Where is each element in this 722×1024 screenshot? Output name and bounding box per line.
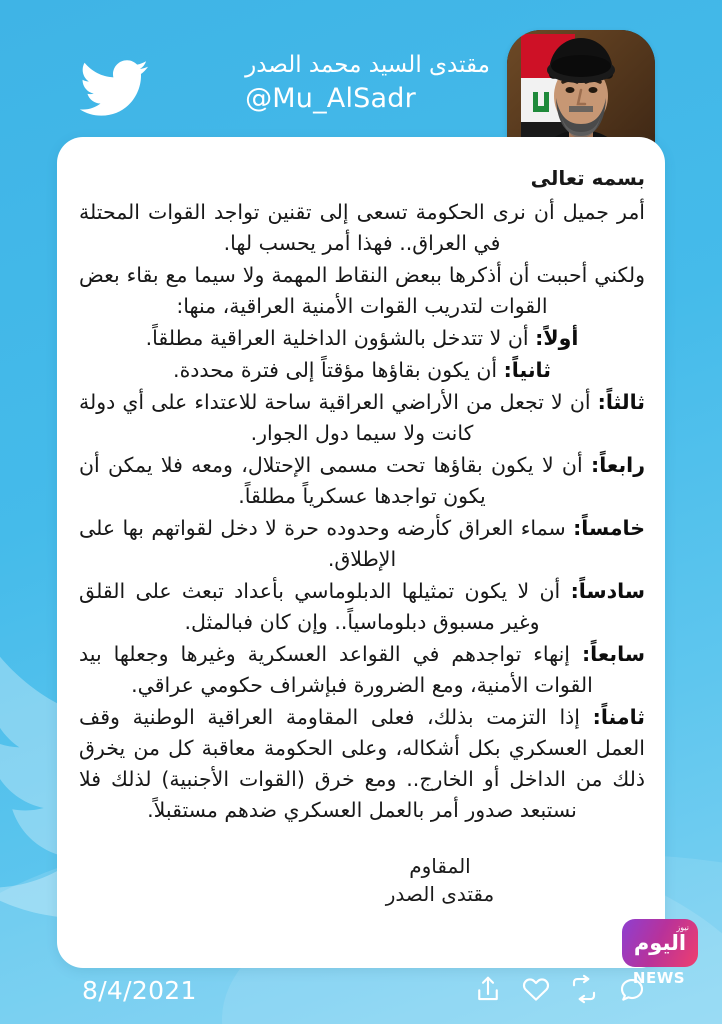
point-text: إذا التزمت بذلك، فعلى المقاومة العراقية الوطنية وقف العمل العسكري بكل أشكاله، وعلى الحكومة معاقبة كل من يخرق ذلك من الداخل أو الخارج.. ومع خرق (القوات الأجنبية) لذلك فلا نستبعد صدور أمر بالعمل العسكري ضدهم مستقبلاً. bbox=[79, 705, 645, 822]
news-logo-latin: NEWS bbox=[632, 969, 686, 987]
point-text: سماء العراق كأرضه وحدوده حرة لا دخل لقواتهم بها على الإطلاق. bbox=[79, 516, 574, 571]
point-ordinal: خامساً: bbox=[573, 516, 645, 540]
account-info bbox=[245, 52, 490, 115]
tweet-paragraph: ولكني أحببت أن أذكرها ببعض النقاط المهمة ولا سيما مع بقاء بعض القوات لتدريب القوات الأمنية العراقية، منها: bbox=[79, 263, 645, 318]
news-logo-arabic: اليوم bbox=[633, 930, 687, 955]
point-text: أن لا تجعل من الأراضي العراقية ساحة للاعتداء على أي دولة كانت ولا سيما دول الجوار. bbox=[79, 390, 598, 445]
point-ordinal: ثالثاً: bbox=[597, 390, 645, 414]
account-handle: @Mu_AlSadr bbox=[245, 83, 416, 115]
tweet-actions bbox=[473, 974, 647, 1004]
point-text: إنهاء تواجدهم في القواعد العسكرية وغيرها وجعلها بيد القوات الأمنية، ومع الضرورة فبإشراف حكومي عراقي. bbox=[79, 642, 593, 697]
tweet-point bbox=[79, 639, 645, 701]
point-ordinal: ثامناً: bbox=[592, 705, 645, 729]
point-text: أن لا تتدخل بالشؤون الداخلية العراقية مطلقاً. bbox=[145, 326, 536, 350]
tweet-point bbox=[79, 323, 645, 354]
tweet-point bbox=[79, 702, 645, 826]
tweet-date: 8/4/2021 bbox=[82, 976, 197, 1005]
point-ordinal: أولاً: bbox=[535, 326, 579, 350]
point-text: أن لا يكون بقاؤها تحت مسمى الإحتلال، ومعه فلا يمكن أن يكون تواجدها عسكرياً مطلقاً. bbox=[79, 453, 591, 508]
tweet-paragraph: أمر جميل أن نرى الحكومة تسعى إلى تقنين تواجد القوات المحتلة في العراق.. فهذا أمر يحسب لها. bbox=[79, 200, 645, 255]
retweet-icon[interactable] bbox=[569, 974, 599, 1004]
tweet-text-body bbox=[79, 163, 645, 908]
like-icon[interactable] bbox=[521, 974, 551, 1004]
point-ordinal: ثانياً: bbox=[503, 358, 551, 382]
account-display-name: مقتدى السيد محمد الصدر bbox=[245, 52, 490, 78]
reply-icon[interactable] bbox=[617, 974, 647, 1004]
bismillah-line: بسمه تعالى bbox=[530, 166, 645, 190]
news-logo-arabic-small: نيوز bbox=[676, 923, 689, 932]
signature-name: مقتدى الصدر bbox=[385, 882, 495, 906]
tweet-header bbox=[0, 0, 722, 140]
tweet-point bbox=[79, 355, 645, 386]
point-ordinal: سابعاً: bbox=[581, 642, 645, 666]
tweet-point bbox=[79, 387, 645, 449]
tweet-point bbox=[79, 576, 645, 638]
tweet-signature bbox=[79, 852, 645, 908]
news-logo-badge bbox=[622, 919, 698, 967]
tweet-point bbox=[79, 513, 645, 575]
share-icon[interactable] bbox=[473, 974, 503, 1004]
point-text: أن يكون بقاؤها مؤقتاً إلى فترة محددة. bbox=[173, 358, 504, 382]
tweet-card bbox=[57, 137, 665, 968]
point-ordinal: سادساً: bbox=[570, 579, 645, 603]
twitter-bird-icon bbox=[72, 52, 154, 124]
tweet-footer bbox=[0, 968, 722, 1024]
signature-title: المقاوم bbox=[409, 854, 471, 878]
point-ordinal: رابعاً: bbox=[591, 453, 645, 477]
point-text: أن لا يكون تمثيلها الدبلوماسي بأعداد تبعث على القلق وغير مسبوق دبلوماسياً.. وإن كان فبالمثل. bbox=[79, 579, 571, 634]
tweet-point bbox=[79, 450, 645, 512]
